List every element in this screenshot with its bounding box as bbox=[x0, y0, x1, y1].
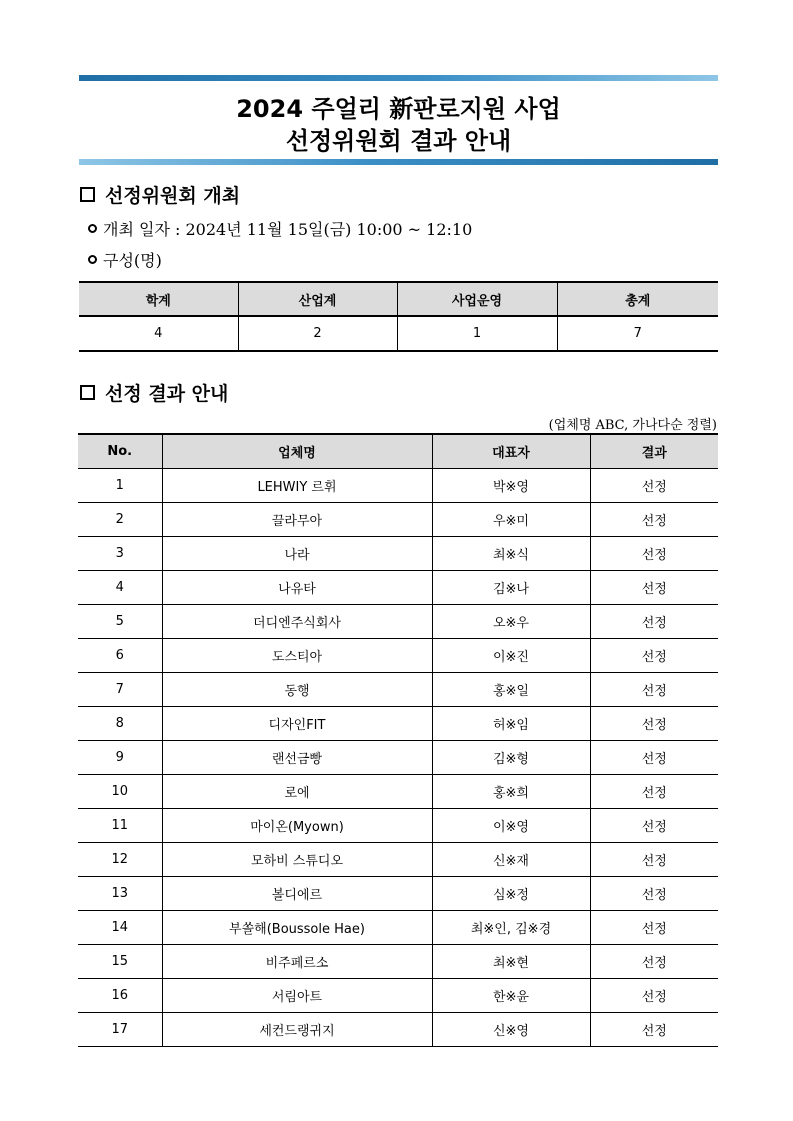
result: 선정 bbox=[590, 639, 718, 673]
representative: 홍※희 bbox=[432, 775, 590, 809]
meeting-date-line bbox=[88, 217, 472, 240]
row-no: 4 bbox=[78, 571, 162, 605]
document-title-line1: 2024 주얼리 新판로지원 사업 bbox=[236, 95, 561, 123]
table-row bbox=[78, 979, 718, 1013]
meeting-date-text: 개최 일자 : 2024년 11월 15일(금) 10:00 ~ 12:10 bbox=[103, 220, 473, 239]
company-name: 도스티아 bbox=[162, 639, 432, 673]
representative: 허※임 bbox=[432, 707, 590, 741]
header-top-bar bbox=[79, 75, 718, 81]
row-no: 14 bbox=[78, 911, 162, 945]
header-bottom-bar bbox=[79, 159, 718, 165]
company-name: 볼디에르 bbox=[162, 877, 432, 911]
company-name: 모하비 스튜디오 bbox=[162, 843, 432, 877]
representative: 이※진 bbox=[432, 639, 590, 673]
company-name: 나유타 bbox=[162, 571, 432, 605]
result: 선정 bbox=[590, 605, 718, 639]
row-no: 1 bbox=[78, 469, 162, 503]
company-name: 랜선금빵 bbox=[162, 741, 432, 775]
company-name: 디자인FIT bbox=[162, 707, 432, 741]
company-name: 세컨드랭귀지 bbox=[162, 1013, 432, 1047]
table-row bbox=[78, 843, 718, 877]
value-academia: 4 bbox=[79, 316, 238, 351]
composition-line bbox=[88, 248, 162, 271]
row-no: 13 bbox=[78, 877, 162, 911]
representative: 김※형 bbox=[432, 741, 590, 775]
row-no: 8 bbox=[78, 707, 162, 741]
composition-table bbox=[79, 281, 718, 352]
row-no: 15 bbox=[78, 945, 162, 979]
representative: 김※나 bbox=[432, 571, 590, 605]
company-name: 마이온(Myown) bbox=[162, 809, 432, 843]
result: 선정 bbox=[590, 843, 718, 877]
header-academia: 학계 bbox=[79, 282, 238, 316]
sort-note: (업체명 ABC, 가나다순 정렬) bbox=[548, 418, 717, 433]
row-no: 2 bbox=[78, 503, 162, 537]
result: 선정 bbox=[590, 877, 718, 911]
row-no: 10 bbox=[78, 775, 162, 809]
table-row bbox=[78, 707, 718, 741]
value-operations: 1 bbox=[397, 316, 557, 351]
result: 선정 bbox=[590, 673, 718, 707]
representative: 이※영 bbox=[432, 809, 590, 843]
row-no: 16 bbox=[78, 979, 162, 1013]
company-name: 끌라무아 bbox=[162, 503, 432, 537]
header-representative: 대표자 bbox=[432, 434, 590, 469]
header-total: 총계 bbox=[557, 282, 718, 316]
results-table bbox=[78, 433, 718, 1047]
row-no: 7 bbox=[78, 673, 162, 707]
result: 선정 bbox=[590, 911, 718, 945]
company-name: 더디엔주식회사 bbox=[162, 605, 432, 639]
result: 선정 bbox=[590, 809, 718, 843]
result: 선정 bbox=[590, 741, 718, 775]
table-row bbox=[78, 809, 718, 843]
result: 선정 bbox=[590, 707, 718, 741]
representative: 박※영 bbox=[432, 469, 590, 503]
result: 선정 bbox=[590, 469, 718, 503]
checkbox-square-icon bbox=[80, 187, 95, 202]
row-no: 5 bbox=[78, 605, 162, 639]
circle-bullet-icon bbox=[88, 224, 97, 233]
representative: 한※윤 bbox=[432, 979, 590, 1013]
representative: 최※현 bbox=[432, 945, 590, 979]
document-title-line2: 선정위원회 결과 안내 bbox=[285, 127, 512, 155]
row-no: 3 bbox=[78, 537, 162, 571]
company-name: 비주페르소 bbox=[162, 945, 432, 979]
result: 선정 bbox=[590, 1013, 718, 1047]
table-row bbox=[78, 673, 718, 707]
table-row bbox=[78, 911, 718, 945]
section-results-title: 선정 결과 안내 bbox=[105, 383, 229, 405]
table-row bbox=[78, 537, 718, 571]
representative: 오※우 bbox=[432, 605, 590, 639]
table-row bbox=[78, 605, 718, 639]
result: 선정 bbox=[590, 945, 718, 979]
value-total: 7 bbox=[557, 316, 718, 351]
row-no: 6 bbox=[78, 639, 162, 673]
representative: 신※재 bbox=[432, 843, 590, 877]
header-company: 업체명 bbox=[162, 434, 432, 469]
result: 선정 bbox=[590, 775, 718, 809]
row-no: 9 bbox=[78, 741, 162, 775]
checkbox-square-icon bbox=[80, 385, 95, 400]
representative: 홍※일 bbox=[432, 673, 590, 707]
header-industry: 산업계 bbox=[238, 282, 397, 316]
value-industry: 2 bbox=[238, 316, 397, 351]
representative: 최※인, 김※경 bbox=[432, 911, 590, 945]
company-name: 나라 bbox=[162, 537, 432, 571]
table-row bbox=[78, 469, 718, 503]
table-row bbox=[78, 639, 718, 673]
representative: 심※정 bbox=[432, 877, 590, 911]
results-header-row bbox=[78, 434, 718, 469]
company-name: 동행 bbox=[162, 673, 432, 707]
representative: 우※미 bbox=[432, 503, 590, 537]
representative: 최※식 bbox=[432, 537, 590, 571]
composition-text: 구성(명) bbox=[103, 251, 162, 270]
section-results-heading bbox=[80, 379, 228, 406]
row-no: 12 bbox=[78, 843, 162, 877]
header-result: 결과 bbox=[590, 434, 718, 469]
result: 선정 bbox=[590, 503, 718, 537]
company-name: 서림아트 bbox=[162, 979, 432, 1013]
composition-header-row bbox=[79, 282, 718, 316]
company-name: 로에 bbox=[162, 775, 432, 809]
table-row bbox=[78, 741, 718, 775]
table-row bbox=[78, 877, 718, 911]
row-no: 17 bbox=[78, 1013, 162, 1047]
composition-value-row bbox=[79, 316, 718, 351]
result: 선정 bbox=[590, 979, 718, 1013]
header-operations: 사업운영 bbox=[397, 282, 557, 316]
header-no: No. bbox=[78, 434, 162, 469]
table-row bbox=[78, 1013, 718, 1047]
table-row bbox=[78, 503, 718, 537]
table-row bbox=[78, 775, 718, 809]
table-row bbox=[78, 571, 718, 605]
table-row bbox=[78, 945, 718, 979]
result: 선정 bbox=[590, 571, 718, 605]
circle-bullet-icon bbox=[88, 255, 97, 264]
representative: 신※영 bbox=[432, 1013, 590, 1047]
section-committee-heading bbox=[80, 181, 240, 208]
result: 선정 bbox=[590, 537, 718, 571]
section-committee-title: 선정위원회 개최 bbox=[105, 185, 241, 207]
row-no: 11 bbox=[78, 809, 162, 843]
company-name: LEHWIY 르휘 bbox=[162, 469, 432, 503]
company-name: 부쏠해(Boussole Hae) bbox=[162, 911, 432, 945]
